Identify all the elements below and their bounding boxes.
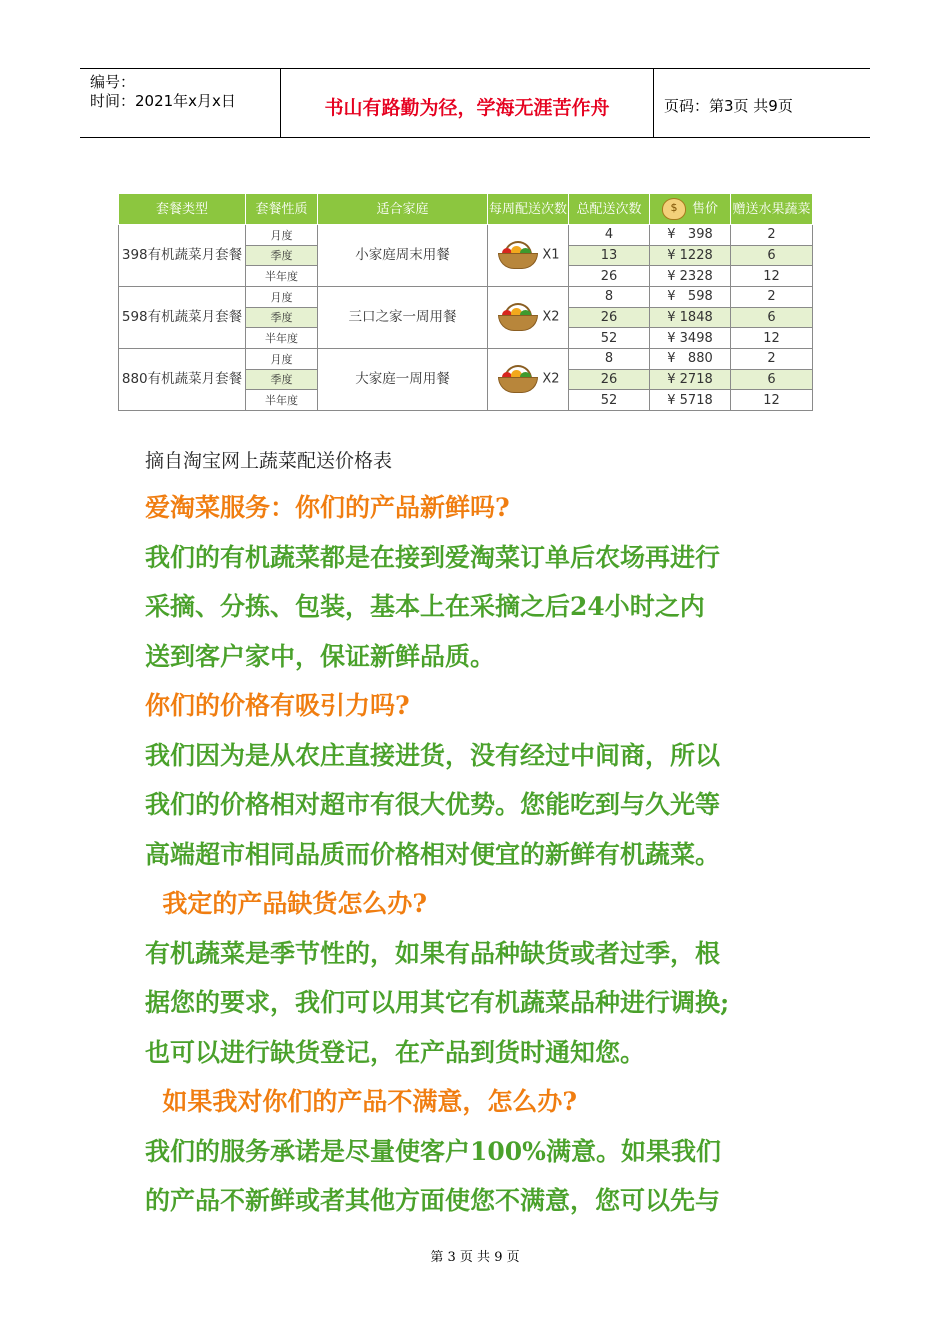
total-cell: 26 (569, 369, 650, 390)
header-family: 适合家庭 (318, 194, 488, 225)
total-cell: 8 (569, 286, 650, 307)
package-cell: 880有机蔬菜月套餐 (119, 348, 246, 410)
table-row (119, 225, 813, 246)
term-cell: 半年度 (246, 266, 318, 287)
page-footer: 第 3 页 共 9 页 (430, 1250, 520, 1265)
price-cell: ¥ 398 (650, 225, 731, 246)
answer-line: 我们因为是从农庄直接进货，没有经过中间商，所以 (145, 741, 721, 770)
header-package: 套餐类型 (119, 194, 246, 225)
fruit-basket-icon (496, 365, 538, 393)
gift-cell: 2 (731, 286, 813, 307)
price-cell: ¥ 1848 (650, 307, 731, 328)
answer-line: 我们的服务承诺是尽量使客户100%满意。如果我们 (145, 1137, 721, 1166)
weekly-cell (488, 225, 569, 287)
question-line: 爱淘菜服务：你们的产品新鲜吗? (145, 493, 510, 522)
total-cell: 13 (569, 245, 650, 266)
table-row (119, 286, 813, 307)
header-weekly: 每周配送次数 (488, 194, 569, 225)
header-price: $ 售价 (650, 194, 731, 225)
term-cell: 半年度 (246, 328, 318, 349)
question-line: 你们的价格有吸引力吗? (145, 691, 410, 720)
answer-line: 的产品不新鲜或者其他方面使您不满意，您可以先与 (145, 1186, 721, 1215)
answer-line: 据您的要求，我们可以用其它有机蔬菜品种进行调换; (145, 988, 730, 1017)
page-header (80, 68, 870, 138)
gift-cell: 12 (731, 390, 813, 411)
term-cell: 半年度 (246, 390, 318, 411)
term-cell: 月度 (246, 225, 318, 246)
number-label: 编号： (90, 73, 136, 91)
header-motto: 书山有路勤为径，学海无涯苦作舟 (324, 97, 610, 119)
header-gift: 赠送水果蔬菜 (731, 194, 813, 225)
time-label: 时间：2021年x月x日 (90, 92, 236, 110)
answer-line: 有机蔬菜是季节性的，如果有品种缺货或者过季，根 (145, 939, 721, 968)
total-cell: 8 (569, 348, 650, 369)
gift-cell: 6 (731, 245, 813, 266)
family-cell: 大家庭一周用餐 (318, 348, 488, 410)
term-cell: 季度 (246, 245, 318, 266)
total-cell: 4 (569, 225, 650, 246)
header-total: 总配送次数 (569, 194, 650, 225)
gift-cell: 6 (731, 369, 813, 390)
money-bag-icon: $ (662, 198, 686, 220)
family-cell: 三口之家一周用餐 (318, 286, 488, 348)
price-cell: ¥ 2328 (650, 266, 731, 287)
answer-line: 也可以进行缺货登记，在产品到货时通知您。 (145, 1038, 646, 1067)
answer-line: 高端超市相同品质而价格相对便宜的新鲜有机蔬菜。 (145, 840, 721, 869)
fruit-basket-icon (496, 303, 538, 331)
term-cell: 季度 (246, 307, 318, 328)
gift-cell: 2 (731, 225, 813, 246)
total-cell: 26 (569, 266, 650, 287)
package-cell: 398有机蔬菜月套餐 (119, 225, 246, 287)
price-cell: ¥ 5718 (650, 390, 731, 411)
price-cell: ¥ 598 (650, 286, 731, 307)
price-cell: ¥ 880 (650, 348, 731, 369)
header-meta (90, 73, 236, 111)
total-cell: 52 (569, 390, 650, 411)
gift-cell: 6 (731, 307, 813, 328)
question-line: 我定的产品缺货怎么办? (145, 889, 428, 918)
fruit-basket-icon (496, 241, 538, 269)
term-cell: 季度 (246, 369, 318, 390)
table-caption: 摘自淘宝网上蔬菜配送价格表 (145, 450, 393, 472)
answer-line: 采摘、分拣、包装，基本上在采摘之后24小时之内 (145, 592, 705, 621)
price-cell: ¥ 2718 (650, 369, 731, 390)
gift-cell: 12 (731, 266, 813, 287)
weekly-value: X1 (542, 247, 560, 263)
term-cell: 月度 (246, 348, 318, 369)
term-cell: 月度 (246, 286, 318, 307)
answer-line: 送到客户家中，保证新鲜品质。 (145, 642, 496, 671)
family-cell: 小家庭周末用餐 (318, 225, 488, 287)
price-table (118, 193, 813, 411)
weekly-value: X2 (542, 371, 560, 387)
header-divider (653, 69, 654, 137)
header-term: 套餐性质 (246, 194, 318, 225)
price-cell: ¥ 1228 (650, 245, 731, 266)
question-line: 如果我对你们的产品不满意，怎么办? (145, 1087, 578, 1116)
header-page-info: 页码：第3页 共9页 (664, 97, 793, 115)
table-header-row (119, 194, 813, 225)
total-cell: 52 (569, 328, 650, 349)
price-cell: ¥ 3498 (650, 328, 731, 349)
gift-cell: 12 (731, 328, 813, 349)
weekly-value: X2 (542, 309, 560, 325)
weekly-cell (488, 286, 569, 348)
gift-cell: 2 (731, 348, 813, 369)
answer-line: 我们的价格相对超市有很大优势。您能吃到与久光等 (145, 790, 721, 819)
table-row (119, 348, 813, 369)
total-cell: 26 (569, 307, 650, 328)
answer-line: 我们的有机蔬菜都是在接到爱淘菜订单后农场再进行 (145, 543, 721, 572)
weekly-cell (488, 348, 569, 410)
package-cell: 598有机蔬菜月套餐 (119, 286, 246, 348)
